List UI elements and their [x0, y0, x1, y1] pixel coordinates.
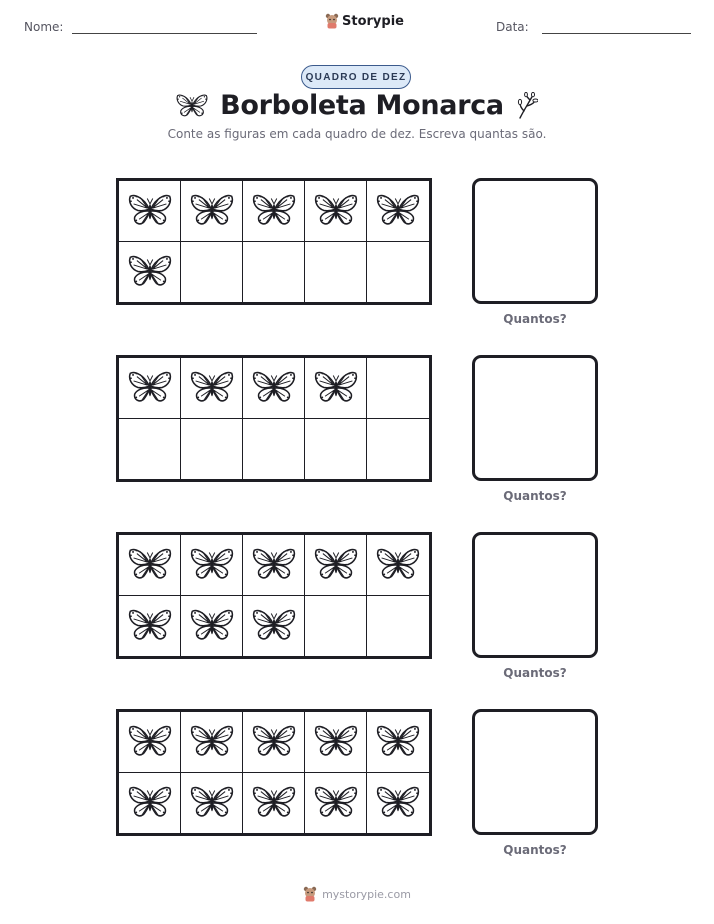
frame-cell: [367, 596, 429, 657]
butterfly-icon: [376, 193, 420, 228]
butterfly-icon: [376, 785, 420, 820]
frame-cell: [181, 358, 243, 419]
butterfly-icon: [128, 193, 172, 228]
butterfly-icon: [190, 724, 234, 759]
frame-cell: [367, 419, 429, 480]
frame-cell: [243, 419, 305, 480]
butterfly-icon: [314, 370, 358, 405]
frame-cell: [305, 535, 367, 596]
brand-logo: [325, 13, 404, 29]
frame-cell: [119, 419, 181, 480]
butterfly-icon: [252, 370, 296, 405]
frame-cell: [243, 242, 305, 303]
frame-cell: [367, 181, 429, 242]
bear-logo-icon: [303, 886, 317, 902]
butterfly-icon: [128, 724, 172, 759]
frame-cell: [305, 596, 367, 657]
name-line[interactable]: [72, 33, 257, 34]
frame-cell: [243, 773, 305, 834]
answer-label: Quantos?: [503, 489, 567, 503]
date-line[interactable]: [542, 33, 691, 34]
butterfly-icon: [252, 785, 296, 820]
answer-box[interactable]: [472, 709, 598, 835]
answer-box[interactable]: [472, 178, 598, 304]
frame-cell: [181, 242, 243, 303]
butterfly-icon: [190, 608, 234, 643]
butterfly-icon: [314, 193, 358, 228]
frame-cell: [119, 773, 181, 834]
frame-cell: [119, 181, 181, 242]
frame-cell: [305, 419, 367, 480]
frame-cell: [243, 596, 305, 657]
frame-cell: [181, 712, 243, 773]
date-label: Data:: [496, 20, 529, 34]
footer-url[interactable]: mystorypie.com: [322, 887, 411, 901]
frame-cell: [243, 181, 305, 242]
footer: [0, 886, 714, 902]
frame-cell: [367, 535, 429, 596]
frame-cell: [119, 596, 181, 657]
butterfly-icon: [376, 724, 420, 759]
answer-label: Quantos?: [503, 843, 567, 857]
ten-frame: [116, 178, 432, 305]
answer-box[interactable]: [472, 355, 598, 481]
frame-cell: [181, 419, 243, 480]
butterfly-icon: [190, 370, 234, 405]
frame-cell: [181, 596, 243, 657]
title-row: [0, 90, 714, 121]
frame-cell: [119, 242, 181, 303]
ten-frame: [116, 532, 432, 659]
branch-icon: [516, 92, 538, 120]
butterfly-icon: [128, 370, 172, 405]
frame-cell: [367, 358, 429, 419]
butterfly-icon: [128, 785, 172, 820]
frame-cell: [305, 181, 367, 242]
butterfly-icon: [252, 608, 296, 643]
butterfly-icon: [128, 608, 172, 643]
butterfly-icon: [314, 547, 358, 582]
butterfly-icon: [376, 547, 420, 582]
butterfly-icon: [314, 785, 358, 820]
frame-cell: [181, 535, 243, 596]
butterfly-icon: [190, 193, 234, 228]
frame-cell: [119, 535, 181, 596]
frame-cell: [305, 242, 367, 303]
butterfly-icon: [314, 724, 358, 759]
answer-box[interactable]: [472, 532, 598, 658]
butterfly-icon: [190, 547, 234, 582]
frame-cell: [181, 181, 243, 242]
butterfly-icon: [252, 547, 296, 582]
topic-badge: QUADRO DE DEZ: [301, 65, 411, 89]
frame-cell: [243, 358, 305, 419]
butterfly-icon: [128, 547, 172, 582]
frame-cell: [305, 773, 367, 834]
frame-cell: [367, 712, 429, 773]
bear-logo-icon: [325, 13, 339, 29]
page-title: Borboleta Monarca: [220, 90, 504, 121]
answer-label: Quantos?: [503, 666, 567, 680]
frame-cell: [119, 712, 181, 773]
answer-label: Quantos?: [503, 312, 567, 326]
frame-cell: [305, 358, 367, 419]
frame-cell: [181, 773, 243, 834]
brand-name: Storypie: [342, 13, 404, 29]
butterfly-icon: [176, 93, 208, 119]
frame-cell: [119, 358, 181, 419]
frame-cell: [243, 535, 305, 596]
frame-cell: [367, 773, 429, 834]
name-label: Nome:: [24, 20, 64, 34]
frame-cell: [367, 242, 429, 303]
butterfly-icon: [128, 254, 172, 289]
frame-cell: [305, 712, 367, 773]
butterfly-icon: [252, 193, 296, 228]
ten-frame: [116, 355, 432, 482]
butterfly-icon: [252, 724, 296, 759]
frame-cell: [243, 712, 305, 773]
instructions: Conte as figuras em cada quadro de dez. Escreva quantas são.: [167, 127, 547, 141]
ten-frame: [116, 709, 432, 836]
butterfly-icon: [190, 785, 234, 820]
